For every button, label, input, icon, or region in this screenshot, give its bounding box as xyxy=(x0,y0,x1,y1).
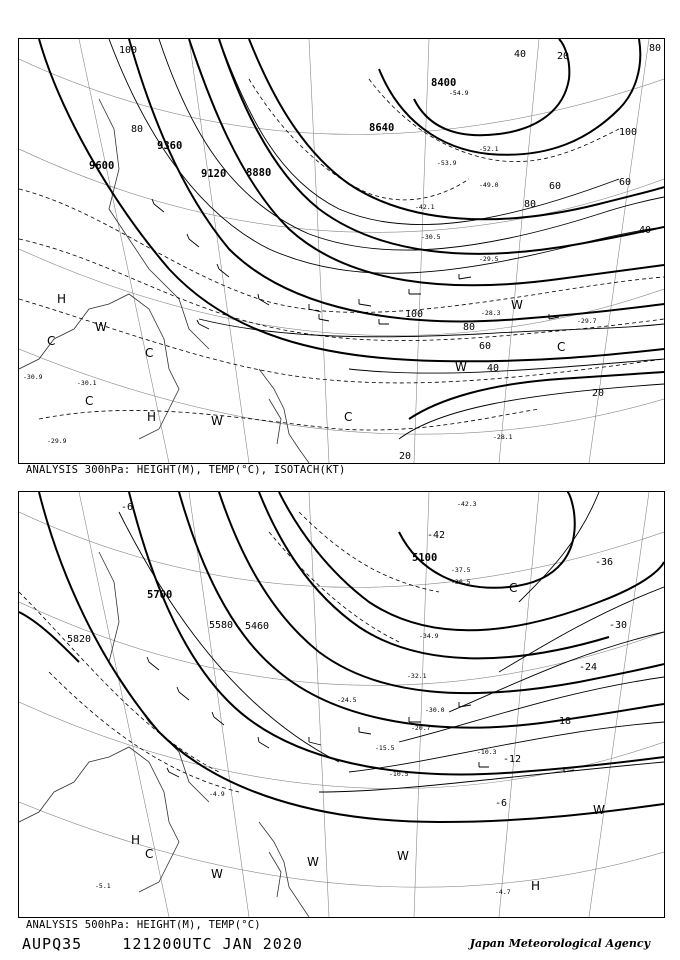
station-temperature: -15.5 xyxy=(375,744,395,752)
warm-symbol: W xyxy=(397,849,409,863)
isotherm-label: -18 xyxy=(553,716,572,727)
isotach-label: 100 xyxy=(619,127,638,138)
isotherm-label: -42 xyxy=(427,530,446,541)
cold-symbol: C xyxy=(47,334,56,348)
isotherm-label: -36 xyxy=(595,557,614,568)
cold-symbol: C xyxy=(85,394,94,408)
station-temperature: -52.1 xyxy=(479,145,499,153)
isotach-label: 80 xyxy=(131,124,144,135)
isotach-label: 80 xyxy=(524,199,537,210)
cold-symbol: C xyxy=(557,340,566,354)
isotach-label: 80 xyxy=(649,43,662,54)
station-temperature: -10.5 xyxy=(389,770,409,778)
isotach-label: 20 xyxy=(592,388,605,399)
station-temperature: -5.1 xyxy=(95,882,111,890)
station-temperature: -29.9 xyxy=(47,437,67,445)
isotach-label: 60 xyxy=(479,341,492,352)
height-label: 5820 xyxy=(67,634,92,645)
cold-symbol: C xyxy=(145,847,154,861)
station-temperature: -49.0 xyxy=(479,181,499,189)
station-temperature: -42.1 xyxy=(415,203,435,211)
cold-symbol: C xyxy=(509,581,518,595)
isotherms xyxy=(19,79,664,430)
isotach-label: 40 xyxy=(487,363,500,374)
map-300hpa xyxy=(18,38,665,464)
isotach-label: 100 xyxy=(405,309,424,320)
isotherm-label: -6 xyxy=(121,502,134,513)
station-temperature: -29.7 xyxy=(577,317,597,325)
station-temperature: -36.5 xyxy=(451,578,471,586)
height-label: 5460 xyxy=(245,621,270,632)
chart-identifier xyxy=(22,935,303,953)
map-500hpa-canvas xyxy=(19,492,664,917)
chart-caption-300hpa: ANALYSIS 300hPa: HEIGHT(M), TEMP(°C), ISOTACH(KT) xyxy=(26,464,346,476)
isotherm-label: -30 xyxy=(609,620,628,631)
high-pressure-symbol: H xyxy=(57,292,67,306)
isotach-label: 60 xyxy=(549,181,562,192)
chart-caption-500hpa: ANALYSIS 500hPa: HEIGHT(M), TEMP(°C) xyxy=(26,919,261,931)
station-temperature: -30.5 xyxy=(421,233,441,241)
isotach-label: 40 xyxy=(514,49,527,60)
warm-symbol: W xyxy=(511,298,523,312)
height-label: 5580 xyxy=(209,620,234,631)
station-temperature: -30.0 xyxy=(425,706,445,714)
map-500hpa xyxy=(18,491,665,918)
station-temperature: -54.9 xyxy=(449,89,469,97)
agency-credit: Japan Meteorological Agency xyxy=(469,937,650,950)
high-pressure-symbol: H xyxy=(147,410,157,424)
isotach-label: 20 xyxy=(557,51,570,62)
height-label: 9360 xyxy=(157,140,183,152)
isotach-label: 20 xyxy=(399,451,412,462)
coastline xyxy=(19,99,309,463)
isotach-label: 60 xyxy=(619,177,632,188)
height-label: 9120 xyxy=(201,168,227,180)
map-300hpa-canvas xyxy=(19,39,664,463)
height-label: 8400 xyxy=(431,77,457,89)
station-temperature: -34.9 xyxy=(419,632,439,640)
height-label: 9600 xyxy=(89,160,115,172)
cold-symbol: C xyxy=(344,410,353,424)
station-temperature: -30.9 xyxy=(23,373,43,381)
isotachs xyxy=(109,39,664,439)
height-label: 5100 xyxy=(412,552,438,564)
station-temperature: -28.3 xyxy=(481,309,501,317)
warm-symbol: W xyxy=(307,855,319,869)
station-temperature: -42.3 xyxy=(457,500,477,508)
isotach-label: 40 xyxy=(639,225,652,236)
isotherm-label: -6 xyxy=(495,798,508,809)
height-label: 8640 xyxy=(369,122,395,134)
cold-symbol: C xyxy=(145,346,154,360)
warm-symbol: W xyxy=(211,867,223,881)
station-temperature: -30.1 xyxy=(77,379,97,387)
warm-symbol: W xyxy=(455,360,467,374)
isotherm-label: -12 xyxy=(503,754,522,765)
warm-symbol: W xyxy=(95,320,107,334)
coastline xyxy=(19,552,309,917)
station-temperature: -53.9 xyxy=(437,159,457,167)
isotach-label: 100 xyxy=(119,45,138,56)
chart-code: AUPQ35 xyxy=(22,935,83,953)
warm-symbol: W xyxy=(211,414,223,428)
height-label: 8880 xyxy=(246,167,272,179)
warm-symbol: W xyxy=(593,803,605,817)
station-temperature: -32.1 xyxy=(407,672,427,680)
high-pressure-symbol: H xyxy=(131,833,141,847)
isotherm-label: -24 xyxy=(579,662,598,673)
station-temperature: -20.7 xyxy=(411,724,431,732)
isotach-label: 80 xyxy=(463,322,476,333)
station-temperature: -29.5 xyxy=(479,255,499,263)
height-label: 5700 xyxy=(147,589,173,601)
height-contours xyxy=(19,492,664,822)
valid-time: 121200UTC JAN 2020 xyxy=(122,935,303,953)
station-temperature: -28.1 xyxy=(493,433,513,441)
high-pressure-symbol: H xyxy=(531,879,541,893)
graticule xyxy=(19,39,664,463)
station-temperature: -4.9 xyxy=(209,790,225,798)
height-contours xyxy=(39,39,664,419)
station-temperature: -37.5 xyxy=(451,566,471,574)
station-temperature: -10.3 xyxy=(477,748,497,756)
station-temperature: -4.7 xyxy=(495,888,511,896)
station-temperature: -24.5 xyxy=(337,696,357,704)
